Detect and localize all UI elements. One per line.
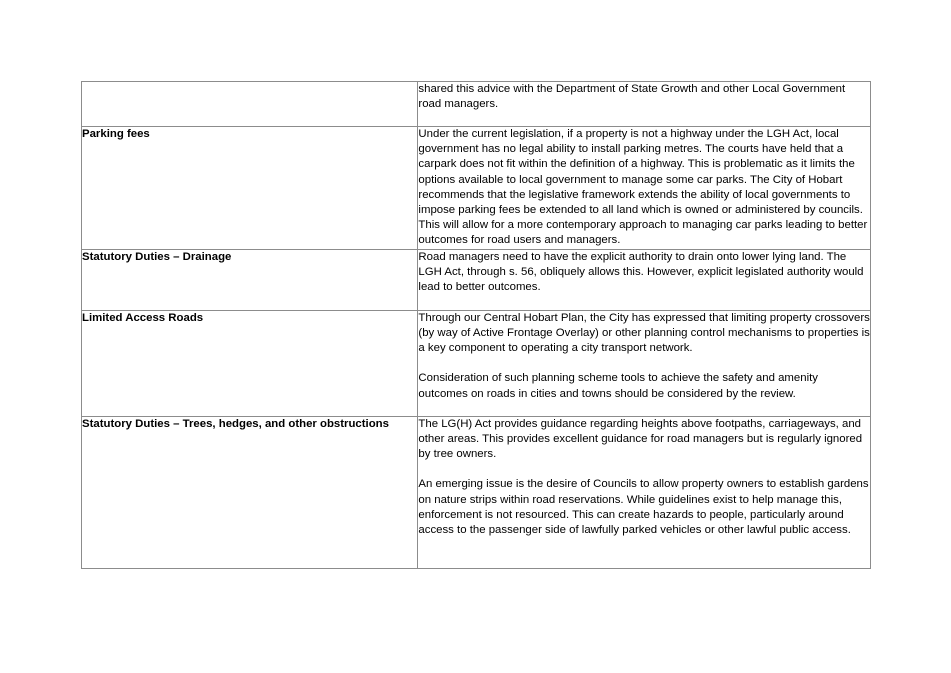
row-paragraph: Consideration of such planning scheme tools to achieve the safety and amenity outcomes on roads in cities and towns should be considered by the review. [418, 372, 818, 400]
row-content-cell [418, 310, 871, 416]
row-heading: Statutory Duties – Drainage [82, 250, 232, 263]
paragraph-spacer [418, 356, 870, 371]
row-heading-cell [82, 127, 418, 250]
table-row [82, 82, 871, 127]
paragraph-spacer [418, 462, 870, 477]
row-heading: Statutory Duties – Trees, hedges, and other obstructions [82, 417, 389, 430]
row-heading-cell [82, 82, 418, 127]
row-paragraph: Road managers need to have the explicit authority to drain onto lower lying land. The LGH Act, through s. 56, obliquely allows this. However, explicit legislated authority would lead to better outcomes. [418, 250, 864, 294]
table-row [82, 416, 871, 568]
row-content-cell [418, 127, 871, 250]
row-heading: Limited Access Roads [82, 311, 204, 324]
table-row [82, 310, 871, 416]
table-row [82, 249, 871, 310]
table-row [82, 127, 871, 250]
row-content-cell [418, 249, 871, 310]
row-paragraph: Through our Central Hobart Plan, the City has expressed that limiting property crossovers (by way of Active Frontage Overlay) or other planning control mechanisms to properties is a key component to operating a city transport network. [418, 311, 870, 355]
submission-table [81, 81, 871, 569]
row-paragraph: Under the current legislation, if a property is not a highway under the LGH Act, local government has no legal ability to install parking metres. The courts have held that a carpark does not fit within the definition of a highway. This is problematic as it limits the options available to local government to manage some car parks. The City of Hobart recommends that the legislative framework extends the ability of local governments to impose parking fees be extended to all land which is owned or administered by councils. This will allow for a more contemporary approach to managing car parks leading to better outcomes for road users and managers. [418, 128, 868, 247]
row-heading-cell [82, 249, 418, 310]
row-content-cell [418, 416, 871, 568]
row-paragraph: An emerging issue is the desire of Councils to allow property owners to establish gardens on nature strips within road reservations. While guidelines exist to help manage this, enforcement is not resourced. This can create hazards to people, particularly around access to the passenger side of lawfully parked vehicles or other lawful public access. [418, 478, 869, 537]
row-paragraph: The LG(H) Act provides guidance regarding heights above footpaths, carriageways, and other areas. This provides excellent guidance for road managers but is regularly ignored by tree owners. [418, 417, 863, 461]
row-heading-cell [82, 310, 418, 416]
row-heading-cell [82, 416, 418, 568]
row-content-cell [418, 82, 871, 127]
row-paragraph: shared this advice with the Department of State Growth and other Local Government road managers. [418, 83, 846, 111]
row-heading: Parking fees [82, 128, 150, 140]
